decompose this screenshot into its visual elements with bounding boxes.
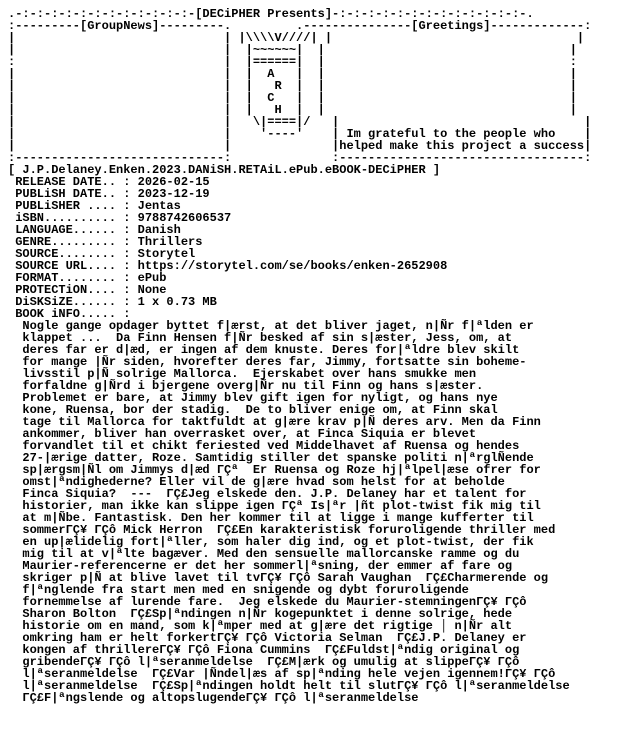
description-line: ankommer, bliver han overrasket over, at Finca Siquia er blevet [8,427,477,441]
nfo-line: | | '----' | Im grateful to the people who | [8,127,592,141]
info-disksize: DiSKSiZE...... : 1 x 0.73 MB [8,295,217,309]
description-line: Nogle gange opdager byttet f|ærst, at det bliver jaget, n|Ñr f|ªlden er [8,319,534,333]
info-release-date: RELEASE DATE.. : 2026-02-15 [8,175,210,189]
description-line: deres far er d|æd, er ingen af dem knuste. Deres for|ªldre blev skilt [8,343,520,357]
description-line: fornemmelse af lurende fare. Jeg elskede du Maurier-stemningenΓÇ¥ ΓÇô [8,595,527,609]
description-line: omst|ªndighederne? Eller vil de g|ære hvad som helst for at beholde [8,475,505,489]
info-genre: GENRE......... : Thrillers [8,235,203,249]
info-source-url: SOURCE URL.... : https://storytel.com/se/books/enken-2652908 [8,259,448,273]
description-line: sp|ærgsm|Ñl om Jimmys d|æd ΓÇª Er Ruensa og Roze hj|ªlpel|æse ofrer for [8,463,541,477]
nfo-line: .-:-:-:-:-:-:-:-:-:-:-:-:-[DECiPHER Presents]-:-:-:-:-:-:-:-:-:-:-:-:-:-. [8,7,534,21]
description-line: 27-|ærige datter, Roze. Samtidig stiller det spanske politi n|ªrglÑende [8,451,534,465]
description-line: forvandlet til et chikt feriested ved Middelhavet af Ruensa og hendes [8,439,520,453]
nfo-line: | | |~~~~~~| | | [8,43,577,57]
info-language: LANGUAGE...... : Danish [8,223,181,237]
nfo-line: :-----------------------------: :----------------------------------: [8,151,592,165]
nfo-line: | | | C | | | [8,91,577,105]
description-line: tage til Mallorca for taktfuldt at g|ære krav p|Ñ deres arv. Men da Finn [8,415,541,429]
description-line: historier, man ikke kan slippe igen ΓÇª Is|ªr |ñt plot-twist fik mig til [8,499,541,513]
description-line: Sharon Bolton ΓÇ£Sp|ªndingen n|Ñr kogepunktet i denne solrige, hede [8,607,513,621]
description-line: gribendeΓÇ¥ ΓÇô l|ªseranmeldelse ΓÇ£M|ærk og umulig at slippeΓÇ¥ ΓÇô [8,655,520,669]
description-line: en up|ælidelig fort|ªller, som haler dig ind, og et plot-twist, der fik [8,535,534,549]
nfo-line: | | |helped make this project a success| [8,139,592,153]
description-line: skriger p|Ñ at blive lavet til tvΓÇ¥ ΓÇô Sarah Vaughan ΓÇ£Charmerende og [8,571,549,585]
description-line: historie om en mand, som k|ªmper med at g|ære det rigtige │ n|Ñr alt [8,619,513,633]
description-line: at m|Ñbe. Fantastisk. Den her kommer til at ligge i mange kufferter til [8,511,534,525]
description-line: ΓÇ£F|ªngslende og altopslugendeΓÇ¥ ΓÇô l|ªseranmeldelse [8,691,419,705]
description-line: l|ªseranmeldelse ΓÇ£Var |Ñndel|æs af sp|ªnding hele vejen igennem!ΓÇ¥ ΓÇô [8,667,556,681]
description-line: kongen af thrillereΓÇ¥ ΓÇô Fiona Cummins ΓÇ£Fuldst|ªndig original og [8,643,520,657]
info-publisher: PUBLiSHER .... : Jentas [8,199,181,213]
description-line: forfaldne g|Ñrd i bjergene overg|Ñr nu til Finn og hans s|æster. [8,379,484,393]
description-line: l|ªseranmeldelse ΓÇ£Sp|ªndingen holdt helt til slutΓÇ¥ ΓÇô l|ªseranmeldelse [8,679,570,693]
nfo-line: | | | R | | | [8,79,577,93]
info-source: SOURCE........ : Storytel [8,247,196,261]
nfo-line: : | |======| | : [8,55,577,69]
description-line: Problemet er bare, at Jimmy blev gift igen for nyligt, og hans nye [8,391,498,405]
nfo-document [8,8,591,716]
description-line: for mange |Ñr siden, hvorefter deres far, Jimmy, fortsatte sin boheme- [8,355,527,369]
nfo-line: | | | H | | | [8,103,577,117]
nfo-line: | | |\\\\V////| | | [8,31,585,45]
info-format: FORMAT........ : ePub [8,271,167,285]
nfo-line: | | | A | | | [8,67,577,81]
description-line: Maurier-referencerne er det her sommerl|ªsning, der emmer af fare og [8,559,513,573]
description-line: livsstil p|Ñ solrige Mallorca. Ejerskabet over hans smukke men [8,367,477,381]
description-line: kone, Ruensa, bor der stadig. De to bliver enige om, at Finn skal [8,403,498,417]
info-book-info: BOOK iNFO..... : [8,307,131,321]
nfo-line: | | \|====|/ | | [8,115,592,129]
nfo-line: :---------[GroupNews]---------. .---------------[Greetings]-------------: [8,19,592,33]
description-line: sommerΓÇ¥ ΓÇô Mick Herron ΓÇ£En karakteristisk foruroligende thriller med [8,523,556,537]
info-protection: PROTECTiON.... : None [8,283,167,297]
release-title: [ J.P.Delaney.Enken.2023.DANiSH.RETAiL.ePub.eBOOK-DECiPHER ] [8,163,441,177]
description-line: klappet ... Da Finn Hensen f|Ñr besked af sin s|æster, Jess, om, at [8,331,513,345]
info-publish-date: PUBLiSH DATE.. : 2023-12-19 [8,187,210,201]
info-isbn: iSBN.......... : 9788742606537 [8,211,232,225]
description-line: omkring ham er helt forkertΓÇ¥ ΓÇô Victoria Selman ΓÇ£J.P. Delaney er [8,631,527,645]
description-line [8,704,591,716]
description-line: Finca Siquia? --- ΓÇ£Jeg elskede den. J.P. Delaney har et talent for [8,487,527,501]
description-line: mig til at v|ªlte bagæver. Med den sensuelle mallorcanske ramme og du [8,547,520,561]
description-line: f|ªnglende fra start men med en snigende og dybt foruroligende [8,583,469,597]
